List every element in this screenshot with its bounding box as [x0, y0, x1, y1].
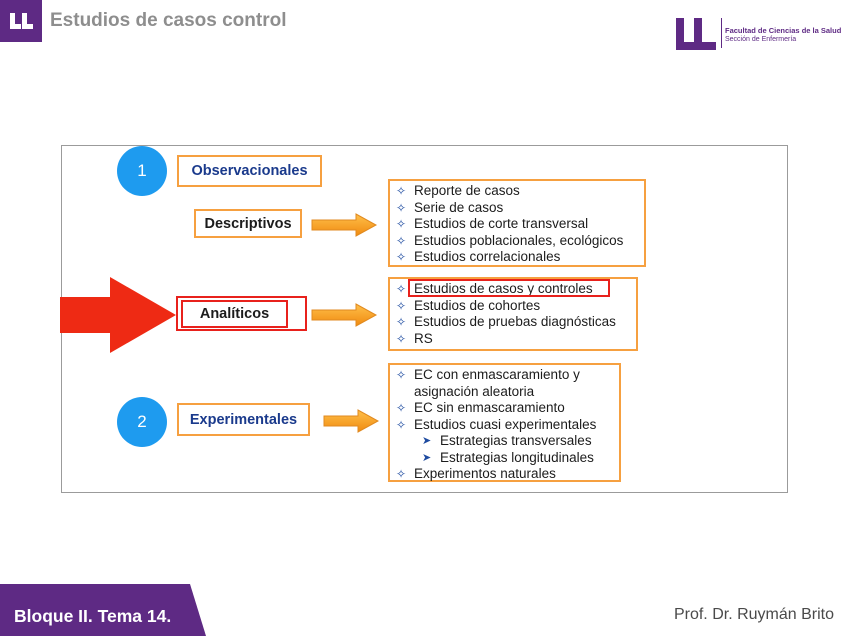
badge-1: 1	[117, 146, 167, 196]
arrow-right-icon	[310, 302, 378, 328]
faculty-section: Sección de Enfermería	[725, 36, 797, 43]
list-item: ✧ RS	[396, 331, 630, 348]
list-item: ✧ Estudios cuasi experimentales	[396, 417, 613, 434]
list-item: ✧ Estudios de corte transversal	[396, 216, 638, 233]
ull-logo-icon	[672, 14, 720, 54]
sub-list-item: ➤ Estrategias longitudinales	[396, 450, 613, 467]
experimentales-list	[388, 363, 621, 482]
badge-2: 2	[117, 397, 167, 447]
descriptivos-list	[388, 179, 646, 267]
page-title: Estudios de casos control	[50, 10, 287, 31]
arrow-right-icon	[310, 212, 378, 238]
list-item: ✧ Serie de casos	[396, 200, 638, 217]
ll-logo-icon	[0, 0, 42, 42]
category-descriptivos: Descriptivos	[194, 209, 302, 238]
big-red-arrow-icon	[60, 277, 178, 353]
list-item: ✧ EC con enmascaramiento y	[396, 367, 613, 384]
list-item: ✧ EC sin enmascaramiento	[396, 400, 613, 417]
list-item: ✧ Estudios correlacionales	[396, 249, 638, 266]
faculty-name: Facultad de Ciencias de la Salud	[725, 26, 842, 35]
list-item: ✧ Estudios de cohortes	[396, 298, 630, 315]
analiticos-list	[388, 277, 638, 351]
footer-author: Prof. Dr. Ruymán Brito	[673, 606, 834, 623]
list-item: ✧ Experimentos naturales	[396, 466, 613, 483]
footer-section-label: Bloque II. Tema 14.	[14, 606, 172, 626]
faculty-logo	[672, 14, 842, 54]
list-item: ✧ Estudios de pruebas diagnósticas	[396, 314, 630, 331]
list-item: ✧ Estudios poblacionales, ecológicos	[396, 233, 638, 250]
logo-divider	[721, 18, 722, 48]
category-analiticos: Analíticos	[181, 300, 288, 328]
brand-logo-mark	[0, 0, 42, 42]
arrow-right-icon	[322, 408, 380, 434]
list-item-continuation: asignación aleatoria	[414, 383, 535, 399]
list-item: ✧ Reporte de casos	[396, 183, 638, 200]
list-item-highlighted: ✧ Estudios de casos y controles	[396, 281, 630, 298]
category-experimentales: Experimentales	[177, 403, 310, 436]
sub-list-item: ➤ Estrategias transversales	[396, 433, 613, 450]
category-observacionales: Observacionales	[177, 155, 322, 187]
